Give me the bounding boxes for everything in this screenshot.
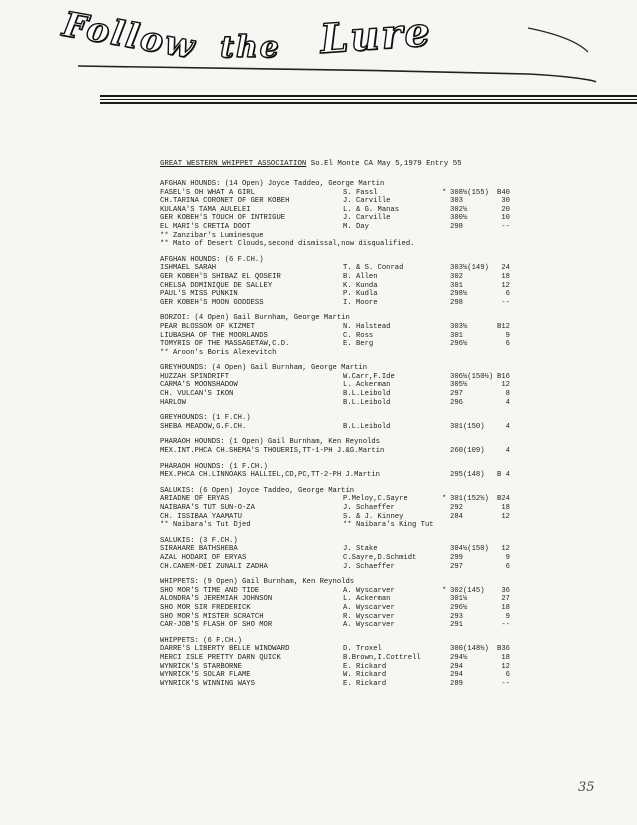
hound-name: SHO MOR'S TIME AND TIDE bbox=[160, 586, 260, 595]
hound-name: WYNRICK'S WINNING WAYS bbox=[160, 679, 255, 688]
section-note bbox=[160, 521, 620, 530]
hound-name: NAIBARA'S TUT SUN-O-ZA bbox=[160, 504, 255, 512]
breed-section bbox=[160, 438, 620, 455]
score: 284 bbox=[450, 512, 463, 521]
section-title: AFGHAN HOUNDS: (14 Open) Joyce Taddeo, George Martin bbox=[160, 180, 385, 188]
breed-section bbox=[160, 537, 620, 571]
owner-name: N. Halstead bbox=[343, 322, 391, 331]
result-row bbox=[160, 189, 620, 198]
score: 296½ bbox=[450, 603, 468, 612]
section-title: BORZOI: (4 Open) Gail Burnham, George Martin bbox=[160, 314, 350, 323]
section-title: WHIPPETS: (9 Open) Gail Burnham, Ken Reynolds bbox=[160, 578, 355, 587]
hound-name: HARLOW bbox=[160, 398, 186, 407]
result-row bbox=[160, 595, 620, 604]
breed-section bbox=[160, 180, 620, 249]
masthead bbox=[58, 4, 598, 78]
result-row bbox=[160, 399, 620, 408]
note-text: ** Naibara's Tut Djed bbox=[160, 521, 251, 530]
hound-name: LIUBASHA OF THE MOORLANDS bbox=[160, 331, 268, 340]
owner-name: B.L.Leibold bbox=[343, 398, 391, 407]
section-note bbox=[160, 349, 620, 358]
owner-name: W. Rickard bbox=[343, 671, 387, 680]
result-row bbox=[160, 513, 620, 522]
score: 302(145) bbox=[450, 586, 485, 595]
result-row bbox=[160, 654, 620, 663]
result-row bbox=[160, 680, 620, 689]
section-title: SALUKIS: (3 F.CH.) bbox=[160, 536, 238, 545]
result-row bbox=[160, 223, 620, 232]
points: B12 bbox=[497, 322, 510, 331]
score: 298 bbox=[450, 298, 463, 307]
owner-name: B.Brown,I.Cottrell bbox=[343, 653, 421, 662]
points: 12 bbox=[501, 545, 510, 554]
hound-name: AZAL HODARI OF ERYAS bbox=[160, 553, 247, 562]
result-row bbox=[160, 504, 620, 513]
note-text: ** Mato of Desert Clouds,second dismissal,now disqualified. bbox=[160, 240, 415, 249]
score: 301½ bbox=[450, 595, 468, 604]
section-title: WHIPPETS: (6 F.CH.) bbox=[160, 636, 242, 645]
result-row bbox=[160, 390, 620, 399]
result-row bbox=[160, 587, 620, 596]
points: 24 bbox=[501, 264, 510, 273]
organization-name: GREAT WESTERN WHIPPET ASSOCIATION bbox=[160, 160, 307, 168]
hound-name: CARMA'S MOONSHADOW bbox=[160, 381, 238, 390]
hound-name: PAUL'S MISS PUNKIN bbox=[160, 290, 238, 299]
score: 298 bbox=[450, 222, 463, 231]
rule-line bbox=[100, 102, 637, 104]
owner-name: B. Allen bbox=[343, 272, 378, 281]
points: B 4 bbox=[497, 471, 510, 480]
score: 303½ bbox=[450, 322, 468, 331]
owner-name: D. Troxel bbox=[343, 645, 382, 654]
score: 299 bbox=[450, 553, 463, 562]
hound-name: SHEBA MEADOW,G.F.CH. bbox=[160, 422, 247, 431]
owner-name: K. Kunda bbox=[343, 281, 378, 290]
note-text: ** Aroon's Boris Alexevitch bbox=[160, 348, 277, 357]
section-title: GREYHOUNDS: (4 Open) Gail Burnham, George Martin bbox=[160, 364, 368, 373]
owner-name: E. Rickard bbox=[343, 679, 387, 688]
header-rules bbox=[100, 95, 637, 106]
breed-section bbox=[160, 256, 620, 308]
score: 296½ bbox=[450, 340, 468, 349]
points: 6 bbox=[505, 340, 510, 349]
section-title: PHARAOH HOUNDS: (1 F.CH.) bbox=[160, 462, 268, 471]
section-title: PHARAOH HOUNDS: (1 Open) Gail Burnham, Ken Reynolds bbox=[160, 438, 380, 447]
score: 297 bbox=[450, 390, 463, 399]
score: 301(152½) bbox=[450, 495, 489, 504]
hound-name: ALONDRA'S JEREMIAH JOHNSON bbox=[160, 595, 273, 604]
breed-section bbox=[160, 487, 620, 530]
rule-line bbox=[100, 99, 637, 100]
points: -- bbox=[501, 298, 510, 307]
owner-name: W.Carr,F.Ide bbox=[343, 372, 395, 381]
owner-name: P.Meloy,C.Sayre bbox=[343, 495, 408, 504]
points: B40 bbox=[497, 188, 510, 197]
score: 303½(149) bbox=[450, 264, 489, 273]
result-row bbox=[160, 495, 620, 504]
hound-name: SHO MOR'S MISTER SCRATCH bbox=[160, 612, 264, 621]
hound-name: ISHMAEL SARAH bbox=[160, 264, 217, 273]
owner-name: E. Rickard bbox=[343, 662, 387, 671]
section-note bbox=[160, 232, 620, 241]
points: 4 bbox=[505, 422, 510, 431]
score: 300(148½) bbox=[450, 645, 489, 654]
breed-section bbox=[160, 314, 620, 357]
breed-section bbox=[160, 463, 620, 480]
points: 36 bbox=[501, 586, 510, 595]
result-row bbox=[160, 214, 620, 223]
owner-name: R. Wyscarver bbox=[343, 612, 395, 621]
points: B36 bbox=[497, 645, 510, 654]
owner-name: J. Stake bbox=[343, 545, 378, 554]
result-row bbox=[160, 323, 620, 332]
hound-name: ARIADNE OF ERYAS bbox=[160, 495, 230, 504]
hound-name: FASEL'S OH WHAT A GIRL bbox=[160, 188, 255, 197]
result-row bbox=[160, 545, 620, 554]
masthead-word-lure: Lure bbox=[318, 8, 434, 63]
points: 18 bbox=[501, 603, 510, 612]
hound-name: GER KOBEH'S MOON GODDESS bbox=[160, 298, 264, 307]
owner-name: L. Ackerman bbox=[343, 595, 391, 604]
owner-name: E. Berg bbox=[343, 340, 374, 349]
points: 12 bbox=[501, 512, 510, 521]
hound-name: MERCI ISLE PRETTY DARN QUICK bbox=[160, 653, 281, 662]
score: 289 bbox=[450, 679, 463, 688]
top-score-marker: * bbox=[442, 586, 447, 595]
owner-name: B.L.Leibold bbox=[343, 390, 391, 399]
points: 6 bbox=[505, 562, 510, 571]
hound-name: HUZZAH SPINDRIFT bbox=[160, 372, 230, 381]
points: 27 bbox=[501, 595, 510, 604]
hound-name: SHO MOR SIR FREDERICK bbox=[160, 603, 251, 612]
owner-name: S. Fassl bbox=[343, 188, 378, 197]
points: 12 bbox=[501, 281, 510, 290]
hound-name: MEX.PHCA CH.LINNOAKS HALLIEL,CD,PC,TT-2-PH J.Martin bbox=[160, 471, 380, 480]
owner-name: L. Ackerman bbox=[343, 381, 391, 390]
score: 303 bbox=[450, 197, 463, 206]
owner-name: A. Wyscarver bbox=[343, 603, 395, 612]
hound-name: EL MARI'S CRETIA DOOT bbox=[160, 222, 251, 231]
masthead-word-the: the bbox=[220, 30, 281, 65]
points: 30 bbox=[501, 197, 510, 206]
score: 305½ bbox=[450, 381, 468, 390]
score: 306½(150½) bbox=[450, 372, 494, 381]
result-row bbox=[160, 373, 620, 382]
breed-section bbox=[160, 637, 620, 689]
result-row bbox=[160, 604, 620, 613]
hound-name: WYNRICK'S STARBORNE bbox=[160, 662, 242, 671]
points: 4 bbox=[505, 398, 510, 407]
owner-name: J. Schaeffer bbox=[343, 562, 395, 571]
result-row bbox=[160, 206, 620, 215]
hound-name: TOMYRIS OF THE MASSAGETAW,C.D. bbox=[160, 340, 290, 349]
owner-name: A. Wyscarver bbox=[343, 586, 395, 595]
section-note bbox=[160, 240, 620, 249]
owner-name: L. & G. Manas bbox=[343, 205, 400, 214]
hound-name: MEX.INT.PHCA CH.SHEMA'S THOUERIS,TT-1-PH J.&G.Martin bbox=[160, 447, 385, 456]
score: 302½ bbox=[450, 205, 468, 214]
event-details: So.El Monte CA May 5,1979 Entry 55 bbox=[310, 160, 462, 168]
breed-section bbox=[160, 364, 620, 407]
result-row bbox=[160, 290, 620, 299]
score: 308½(155) bbox=[450, 188, 489, 197]
score: 300½ bbox=[450, 214, 468, 223]
score: 298½ bbox=[450, 290, 468, 299]
owner-name: T. & S. Conrad bbox=[343, 264, 404, 273]
hound-name: CH.CANEM-DEI ZUNALI ZADHA bbox=[160, 562, 268, 571]
result-row bbox=[160, 671, 620, 680]
breed-section bbox=[160, 414, 620, 431]
points: -- bbox=[501, 679, 510, 688]
page-number: 35 bbox=[578, 780, 595, 795]
score: 301 bbox=[450, 281, 463, 290]
points: 18 bbox=[501, 653, 510, 662]
event-header bbox=[160, 160, 462, 168]
owner-name: S. & J. Kinney bbox=[343, 512, 404, 521]
hound-name: GER KOBEH'S TOUCH OF INTRIGUE bbox=[160, 214, 286, 223]
top-score-marker: * bbox=[442, 495, 447, 504]
points: 12 bbox=[501, 381, 510, 390]
hound-name: KULANA'S TAMA AULELEI bbox=[160, 205, 251, 214]
section-title: AFGHAN HOUNDS: (6 F.CH.) bbox=[160, 255, 264, 264]
score: 304½(150) bbox=[450, 545, 489, 554]
section-title: GREYHOUNDS: (1 F.CH.) bbox=[160, 414, 251, 423]
owner-name: J. Carville bbox=[343, 214, 391, 223]
points: -- bbox=[501, 621, 510, 630]
result-row bbox=[160, 471, 620, 480]
points: 6 bbox=[505, 671, 510, 680]
result-row bbox=[160, 299, 620, 308]
points: 18 bbox=[501, 504, 510, 512]
result-row bbox=[160, 273, 620, 282]
score: 291 bbox=[450, 621, 463, 630]
points: 9 bbox=[505, 612, 510, 621]
hound-name: PEAR BLOSSOM OF KIZMET bbox=[160, 322, 255, 331]
note-text: ** Zanzibar's Luminesque bbox=[160, 231, 264, 240]
hound-name: WYNRICK'S SOLAR FLAME bbox=[160, 671, 251, 680]
owner-name: C. Ross bbox=[343, 331, 374, 340]
owner-name: P. Kudla bbox=[343, 290, 378, 299]
score: 301(150) bbox=[450, 422, 485, 431]
result-row bbox=[160, 621, 620, 630]
hound-name: CH.TARINA CORONET OF GER KOBEH bbox=[160, 197, 290, 206]
section-title: SALUKIS: (6 Open) Joyce Taddeo, George Martin bbox=[160, 486, 355, 495]
points: 9 bbox=[505, 331, 510, 340]
owner-name: M. Day bbox=[343, 222, 369, 231]
score: 297 bbox=[450, 562, 463, 571]
result-row bbox=[160, 563, 620, 572]
hound-name: GER KOBEH'S SHIBAZ EL QOSEIR bbox=[160, 272, 281, 281]
score: 301 bbox=[450, 331, 463, 340]
points: 4 bbox=[505, 447, 510, 456]
top-score-marker: * bbox=[442, 188, 447, 197]
points: 20 bbox=[501, 205, 510, 214]
masthead-word-follow: Follow bbox=[59, 4, 200, 68]
result-row bbox=[160, 282, 620, 291]
owner-name: J. Schaeffer bbox=[343, 504, 395, 512]
points: -- bbox=[501, 222, 510, 231]
score: 302 bbox=[450, 272, 463, 281]
points: 8 bbox=[505, 390, 510, 399]
hound-name: CH. ISSIBAA YAAMATU bbox=[160, 512, 242, 521]
owner-name: C.Sayre,D.Schmidt bbox=[343, 553, 417, 562]
result-row bbox=[160, 613, 620, 622]
hound-name: CAR-JOB'S FLASH OF SHO MOR bbox=[160, 621, 273, 630]
hound-name: CH. VULCAN'S IKON bbox=[160, 390, 234, 399]
points: 6 bbox=[505, 290, 510, 299]
hound-name: CHELSA DOMINIQUE DE SALLEY bbox=[160, 281, 273, 290]
points: 12 bbox=[501, 662, 510, 671]
result-row bbox=[160, 264, 620, 273]
owner-name: J. Carville bbox=[343, 197, 391, 206]
result-row bbox=[160, 197, 620, 206]
score: 295(148) bbox=[450, 471, 485, 480]
points: B16 bbox=[497, 372, 510, 381]
result-row bbox=[160, 423, 620, 432]
score: 293 bbox=[450, 612, 463, 621]
score: 294½ bbox=[450, 653, 468, 662]
note-extra: ** Naibara's King Tut bbox=[343, 521, 434, 530]
score: 294 bbox=[450, 662, 463, 671]
results-list bbox=[160, 180, 620, 695]
points: B24 bbox=[497, 495, 510, 504]
breed-section bbox=[160, 578, 620, 630]
score: 296 bbox=[450, 398, 463, 407]
owner-name: A. Wyscarver bbox=[343, 621, 395, 630]
result-row bbox=[160, 340, 620, 349]
result-row bbox=[160, 332, 620, 341]
owner-name: I. Moore bbox=[343, 298, 378, 307]
owner-name: B.L.Leibold bbox=[343, 422, 391, 431]
result-row bbox=[160, 645, 620, 654]
result-row bbox=[160, 447, 620, 456]
hound-name: DARRE'S LIBERTY BELLE WINDWARD bbox=[160, 645, 290, 654]
result-row bbox=[160, 381, 620, 390]
hound-name: SIRAHARE BATHSHEBA bbox=[160, 545, 238, 554]
score: 260(109) bbox=[450, 447, 485, 456]
result-row bbox=[160, 663, 620, 672]
points: 9 bbox=[505, 553, 510, 562]
result-row bbox=[160, 554, 620, 563]
score: 294 bbox=[450, 671, 463, 680]
points: 18 bbox=[501, 272, 510, 281]
rule-line bbox=[100, 95, 637, 97]
points: 10 bbox=[501, 214, 510, 223]
score: 292 bbox=[450, 504, 463, 512]
